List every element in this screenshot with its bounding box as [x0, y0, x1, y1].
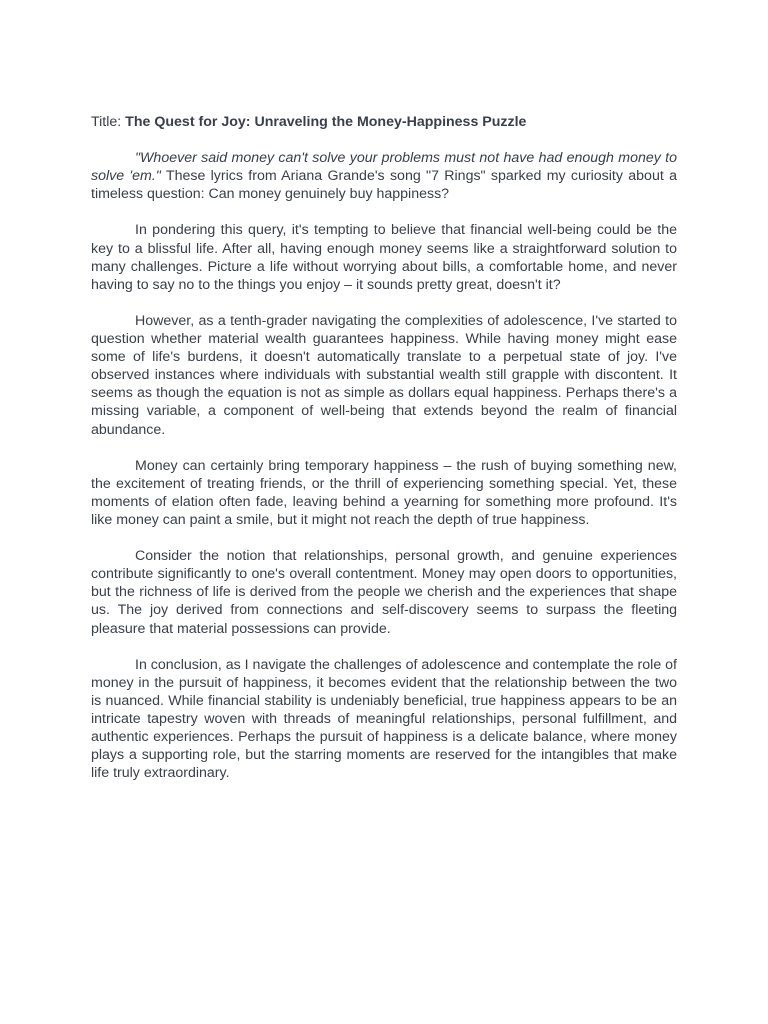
- conclusion-paragraph: In conclusion, as I navigate the challenges of adolescence and contemplate the role of money in the pursuit of happiness, it becomes evident that the relationship between the two is nuanced. While financial stability is undeniably beneficial, true happiness appears to be an intricate tapestry woven with threads of meaningful relationships, personal fulfillment, and authentic experiences. Perhaps the pursuit of happiness is a delicate balance, where money plays a supporting role, but the starring moments are reserved for the intangibles that make life truly extraordinary.: [91, 656, 677, 782]
- body-paragraph-1: In pondering this query, it's tempting to believe that financial well-being could be the key to a blissful life. After all, having enough money seems like a straightforward solution to many challenges. Picture a life without worrying about bills, a comfortable home, and never having to say no to the things you enjoy – it sounds pretty great, doesn't it?: [91, 222, 677, 293]
- intro-paragraph-text: These lyrics from Ariana Grande's song "7 Rings" sparked my curiosity about a timeless question: Can money genuinely buy happiness?: [91, 168, 677, 203]
- body-paragraph-2: However, as a tenth-grader navigating the complexities of adolescence, I've started to question whether material wealth guarantees happiness. While having money might ease some of life's burdens, it doesn't automatically translate to a perpetual state of joy. I've observed instances where individuals with substantial wealth still grapple with discontent. It seems as though the equation is not as simple as dollars equal happiness. Perhaps there's a missing variable, a component of well-being that extends beyond the realm of financial abundance.: [91, 312, 677, 438]
- body-paragraph-3: Money can certainly bring temporary happiness – the rush of buying something new, the excitement of treating friends, or the thrill of experiencing something special. Yet, these moments of elation often fade, leaving behind a yearning for something more profound. It's like money can paint a smile, but it might not reach the depth of true happiness.: [91, 457, 677, 528]
- document-title: The Quest for Joy: Unraveling the Money-Happiness Puzzle: [125, 114, 527, 130]
- intro-paragraph: [91, 149, 677, 203]
- document-title-line: [91, 113, 677, 131]
- title-prefix: Title:: [91, 114, 126, 130]
- document-page: [91, 113, 677, 800]
- body-paragraph-4: Consider the notion that relationships, personal growth, and genuine experiences contribute significantly to one's overall contentment. Money may open doors to opportunities, but the richness of life is derived from the people we cherish and the experiences that shape us. The joy derived from connections and self-discovery seems to surpass the fleeting pleasure that material possessions can provide.: [91, 548, 677, 637]
- song-lyric-quote: "Whoever said money can't solve your problems must not have had enough money to solve 'em.": [91, 150, 677, 185]
